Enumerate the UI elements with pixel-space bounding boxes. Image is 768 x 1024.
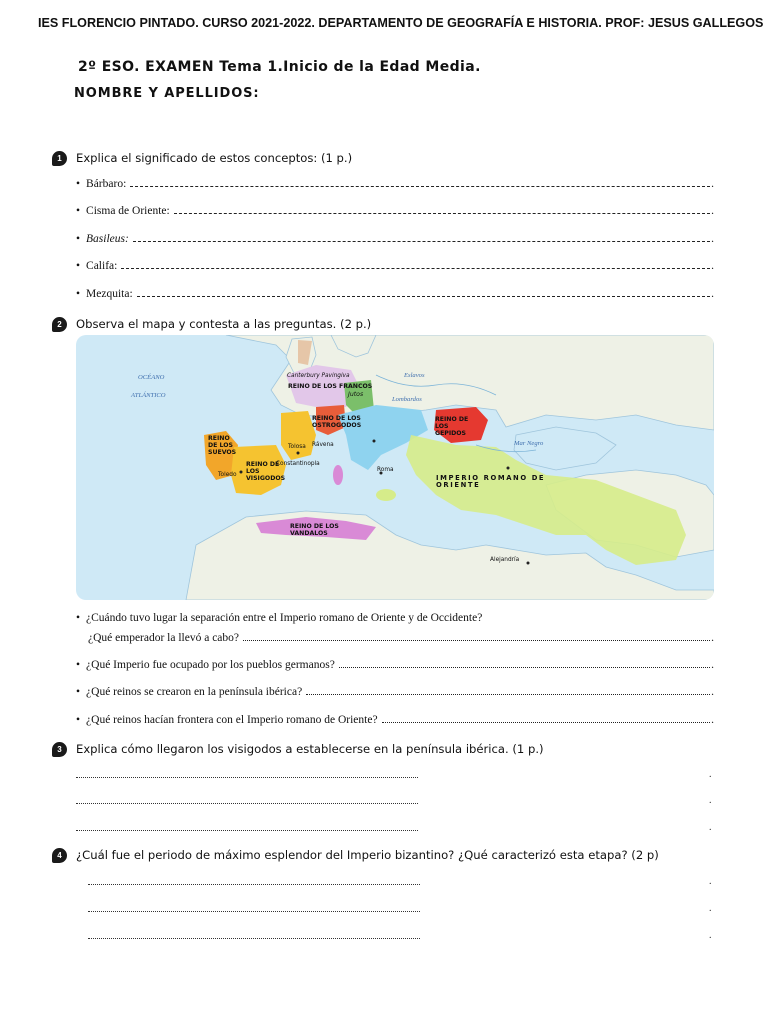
map-label-toledo: Toledo (218, 472, 237, 478)
end-mark: . (709, 876, 712, 887)
map-label-francos: REINO DE LOS FRANCOS (288, 383, 373, 390)
map-label-imperio-oriente: IMPERIO ROMANO DE ORIENTE (436, 474, 546, 489)
map-label-constantinopla: Constantinopla (276, 461, 320, 467)
island-sicily (376, 489, 396, 501)
map-label-gepidos: REINO DE LOS GEPIDOS (435, 416, 469, 437)
question-1-number: 1 (52, 151, 67, 166)
map-label-atlantico: ATLÁNTICO (131, 392, 166, 399)
city-toledo (240, 471, 243, 474)
map-label-canterbury: Canterbury Pavingiva (287, 373, 350, 379)
answer-line[interactable] (76, 802, 418, 804)
concept-cisma[interactable] (76, 205, 714, 217)
map-question-4[interactable] (76, 714, 714, 726)
concept-barbaro[interactable] (76, 178, 714, 190)
answer-line[interactable] (76, 776, 418, 778)
bullet: • (76, 178, 81, 190)
question-1-text: Explica el significado de estos conceptos: (1 p.) (76, 151, 353, 165)
exam-title: 2º ESO. EXAMEN Tema 1.Inicio de la Edad Media. (78, 59, 481, 75)
end-mark: . (711, 178, 714, 190)
bullet: • (76, 288, 81, 300)
end-mark: . (711, 686, 714, 698)
city-tolosa (297, 452, 300, 455)
question-3-number: 3 (52, 742, 67, 757)
concept-label: Califa: (86, 260, 118, 272)
question-2-text: Observa el mapa y contesta a las preguntas. (2 p.) (76, 317, 372, 331)
answer-line[interactable] (88, 883, 420, 885)
bullet: • (76, 612, 81, 624)
bullet: • (76, 233, 81, 245)
question-text: ¿Cuándo tuvo lugar la separación entre el Imperio romano de Oriente y de Occidente? (86, 612, 483, 624)
question-text: ¿Qué reinos hacían frontera con el Imperio romano de Oriente? (86, 714, 378, 726)
end-mark: . (709, 930, 712, 941)
map-question-1-line2[interactable] (88, 632, 714, 644)
map-label-lombardos: Lombardos (392, 396, 422, 403)
map-question-2[interactable] (76, 659, 714, 671)
end-mark: . (709, 795, 712, 806)
island-sardinia (333, 465, 343, 485)
question-2-number: 2 (52, 317, 67, 332)
answer-line[interactable] (174, 212, 710, 214)
end-mark: . (711, 233, 714, 245)
concept-label: Bárbaro: (86, 178, 127, 190)
concept-califa[interactable] (76, 260, 714, 272)
map-label-tolosa: Tolosa (288, 444, 306, 450)
answer-line[interactable] (243, 639, 710, 641)
map-label-suevos: REINO DE LOS SUEVOS (208, 435, 237, 456)
answer-line[interactable] (133, 240, 710, 242)
map-label-mar-negro: Mar Negro (514, 440, 544, 447)
question-text: ¿Qué emperador la llevó a cabo? (88, 632, 240, 644)
bullet: • (76, 659, 81, 671)
map-label-roma: Roma (377, 467, 394, 473)
answer-line[interactable] (339, 666, 710, 668)
answer-line[interactable] (137, 295, 710, 297)
answer-line[interactable] (306, 693, 710, 695)
city-ravena (373, 440, 376, 443)
concept-label: Basileus: (86, 233, 129, 245)
concept-mezquita[interactable] (76, 288, 714, 300)
answer-line[interactable] (88, 910, 420, 912)
end-mark: . (711, 205, 714, 217)
answer-line[interactable] (88, 937, 420, 939)
bullet: • (76, 714, 81, 726)
black-sea (514, 427, 616, 470)
answer-line[interactable] (382, 721, 711, 723)
map-label-visigodos: REINO DE LOS VISIGODOS (246, 461, 286, 482)
question-4-number: 4 (52, 848, 67, 863)
answer-line[interactable] (121, 267, 710, 269)
question-text: ¿Qué reinos se crearon en la península ibérica? (86, 686, 303, 698)
europe-map (76, 335, 714, 600)
map-question-3[interactable] (76, 686, 714, 698)
concept-basileus[interactable] (76, 233, 714, 245)
end-mark: . (709, 769, 712, 780)
end-mark: . (709, 903, 712, 914)
bullet: • (76, 205, 81, 217)
end-mark: . (711, 714, 714, 726)
map-label-vandalos: REINO DE LOS VANDALOS (290, 523, 339, 537)
map-graphic (76, 335, 714, 600)
question-3-text: Explica cómo llegaron los visigodos a establecerse en la península ibérica. (1 p.) (76, 742, 544, 756)
end-mark: . (711, 260, 714, 272)
bullet: • (76, 686, 81, 698)
concept-label: Mezquita: (86, 288, 133, 300)
student-name-label: NOMBRE Y APELLIDOS: (74, 86, 260, 101)
map-label-alejandria: Alejandría (490, 557, 520, 563)
answer-line[interactable] (76, 829, 418, 831)
map-label-jutos: Jutos (348, 391, 364, 398)
question-4-text: ¿Cuál fue el periodo de máximo esplendor del Imperio bizantino? ¿Qué caracterizó esta etapa? (2 p) (76, 848, 659, 862)
concept-label: Cisma de Oriente: (86, 205, 170, 217)
bullet: • (76, 260, 81, 272)
end-mark: . (709, 822, 712, 833)
document-header: IES FLORENCIO PINTADO. CURSO 2021-2022. DEPARTAMENTO DE GEOGRAFÍA E HISTORIA. PROF: JESUS GALLEGOS (38, 16, 764, 30)
city-alejandria (527, 562, 530, 565)
map-label-ravena: Rávena (312, 442, 334, 448)
map-label-eslavos: Eslavos (404, 372, 425, 379)
map-label-oceano: OCÉANO (138, 374, 165, 381)
end-mark: . (711, 632, 714, 644)
end-mark: . (711, 659, 714, 671)
end-mark: . (711, 288, 714, 300)
map-question-1 (76, 612, 482, 624)
map-label-ostrogodos: REINO DE LOS OSTROGODOS (312, 415, 362, 429)
city-constantinopla (507, 467, 510, 470)
answer-line[interactable] (130, 185, 710, 187)
question-text: ¿Qué Imperio fue ocupado por los pueblos germanos? (86, 659, 335, 671)
